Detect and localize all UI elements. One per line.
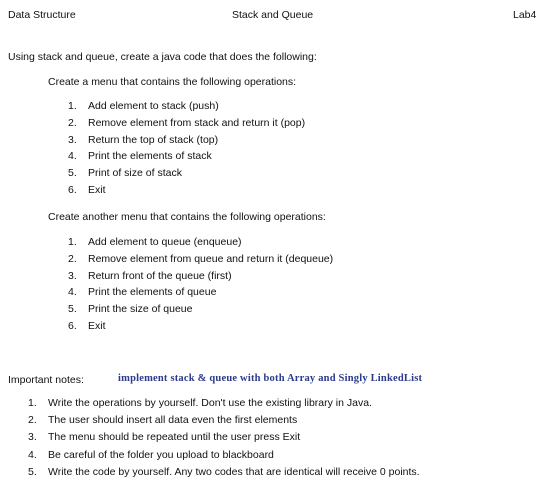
list-text: Exit	[88, 183, 106, 196]
list-number: 1.	[28, 397, 37, 409]
list-text: Write the operations by yourself. Don't use the existing library in Java.	[48, 397, 372, 409]
list-text: Print the elements of stack	[88, 150, 212, 163]
list-number: 5.	[28, 465, 37, 478]
list-text: Write the code by yourself. Any two codes that are identical will receive 0 points.	[48, 465, 420, 478]
list-number: 6.	[68, 319, 77, 332]
list-text: Exit	[88, 319, 106, 332]
list-text: The user should insert all data even the first elements	[48, 414, 298, 427]
list-number: 6.	[68, 183, 77, 196]
notes-label: Important notes:	[8, 374, 84, 386]
header-course: Data Structure	[8, 9, 76, 21]
list-text: Print the size of queue	[88, 303, 193, 316]
queue-menu-title: Create another menu that contains the following operations:	[48, 211, 326, 223]
list-text: The menu should be repeated until the user press Exit	[48, 431, 301, 444]
header-topic: Stack and Queue	[232, 9, 314, 21]
list-number: 2.	[68, 252, 77, 265]
list-number: 3.	[68, 133, 77, 146]
list-text: Print of size of stack	[88, 167, 182, 180]
list-text: Be careful of the folder you upload to blackboard	[48, 448, 274, 461]
list-number: 3.	[28, 431, 37, 444]
list-number: 1.	[68, 236, 77, 248]
list-number: 4.	[68, 150, 77, 163]
list-number: 3.	[68, 269, 77, 282]
list-text: Remove element from queue and return it (dequeue)	[88, 252, 334, 265]
list-text: Return the top of stack (top)	[88, 133, 219, 146]
list-text: Add element to stack (push)	[88, 100, 219, 112]
list-number: 2.	[68, 116, 77, 129]
list-number: 2.	[28, 414, 37, 427]
list-number: 1.	[68, 100, 77, 112]
list-text: Remove element from stack and return it (pop)	[88, 116, 306, 129]
list-number: 5.	[68, 167, 77, 180]
list-text: Return front of the queue (first)	[88, 269, 232, 282]
list-text: Add element to queue (enqueue)	[88, 236, 242, 248]
list-number: 4.	[28, 448, 37, 461]
stack-menu-title: Create a menu that contains the following operations:	[48, 76, 297, 88]
header-lab: Lab4	[513, 9, 537, 21]
notes-highlight: implement stack & queue with both Array and Singly LinkedList	[118, 373, 423, 384]
list-number: 4.	[68, 286, 77, 299]
intro-text: Using stack and queue, create a java code that does the following:	[8, 51, 317, 63]
list-text: Print the elements of queue	[88, 286, 217, 299]
list-number: 5.	[68, 303, 77, 316]
